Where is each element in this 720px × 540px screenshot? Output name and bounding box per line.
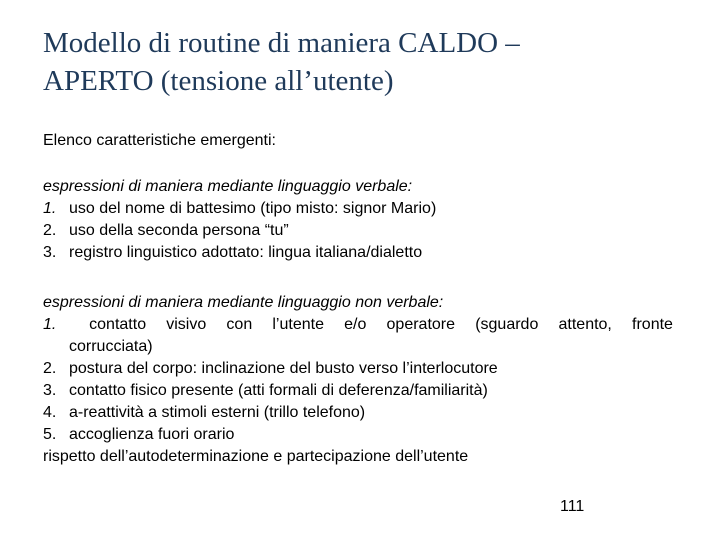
verbal-section (43, 176, 673, 264)
item-word: fronte (632, 316, 673, 333)
item-text: postura del corpo: inclinazione del busto verso l’interlocutore (69, 360, 498, 377)
item-number: 5. (43, 426, 57, 443)
item-word: visivo (166, 316, 207, 333)
list-item (43, 314, 673, 336)
list-item (43, 220, 673, 242)
item-word: operatore (386, 316, 456, 333)
item-text: uso della seconda persona “tu” (69, 222, 289, 239)
closing-line: rispetto dell’autodeterminazione e partecipazione dell’utente (43, 448, 469, 465)
list-item (43, 380, 673, 402)
item-word: attento, (558, 316, 612, 333)
list-item (43, 402, 673, 424)
nonverbal-section (43, 292, 673, 468)
item-text: contatto fisico presente (atti formali di deferenza/familiarità) (69, 382, 488, 399)
slide-title-line-1: Modello di routine di maniera CALDO – (43, 27, 520, 59)
item-word: con (226, 316, 253, 333)
item-number: 1. (43, 200, 57, 217)
item-word: e/o (344, 316, 367, 333)
item-number: 1. (43, 316, 57, 333)
item-number: 3. (43, 244, 57, 261)
slide-title (43, 24, 683, 100)
item-number: 3. (43, 382, 57, 399)
slide-title-line-2: APERTO (tensione all’utente) (43, 65, 394, 97)
item-text: accoglienza fuori orario (69, 426, 235, 443)
nonverbal-heading: espressioni di maniera mediante linguaggio non verbale: (43, 294, 444, 311)
page-number: 111 (560, 498, 585, 515)
item-continuation: corrucciata) (69, 338, 153, 355)
verbal-heading: espressioni di maniera mediante linguaggio verbale: (43, 178, 413, 195)
item-text: registro linguistico adottato: lingua italiana/dialetto (69, 244, 423, 261)
item-word: contatto (89, 316, 147, 333)
list-item (43, 198, 673, 220)
item-text: uso del nome di battesimo (tipo misto: signor Mario) (69, 200, 437, 217)
item-number: 2. (43, 360, 57, 377)
item-word: l’utente (272, 316, 324, 333)
list-item (43, 358, 673, 380)
list-item (43, 424, 673, 446)
item-number: 2. (43, 222, 57, 239)
item-word: (sguardo (475, 316, 539, 333)
intro-text: Elenco caratteristiche emergenti: (43, 132, 276, 149)
item-text: a-reattività a stimoli esterni (trillo telefono) (69, 404, 366, 421)
item-number: 4. (43, 404, 57, 421)
list-item (43, 242, 673, 264)
